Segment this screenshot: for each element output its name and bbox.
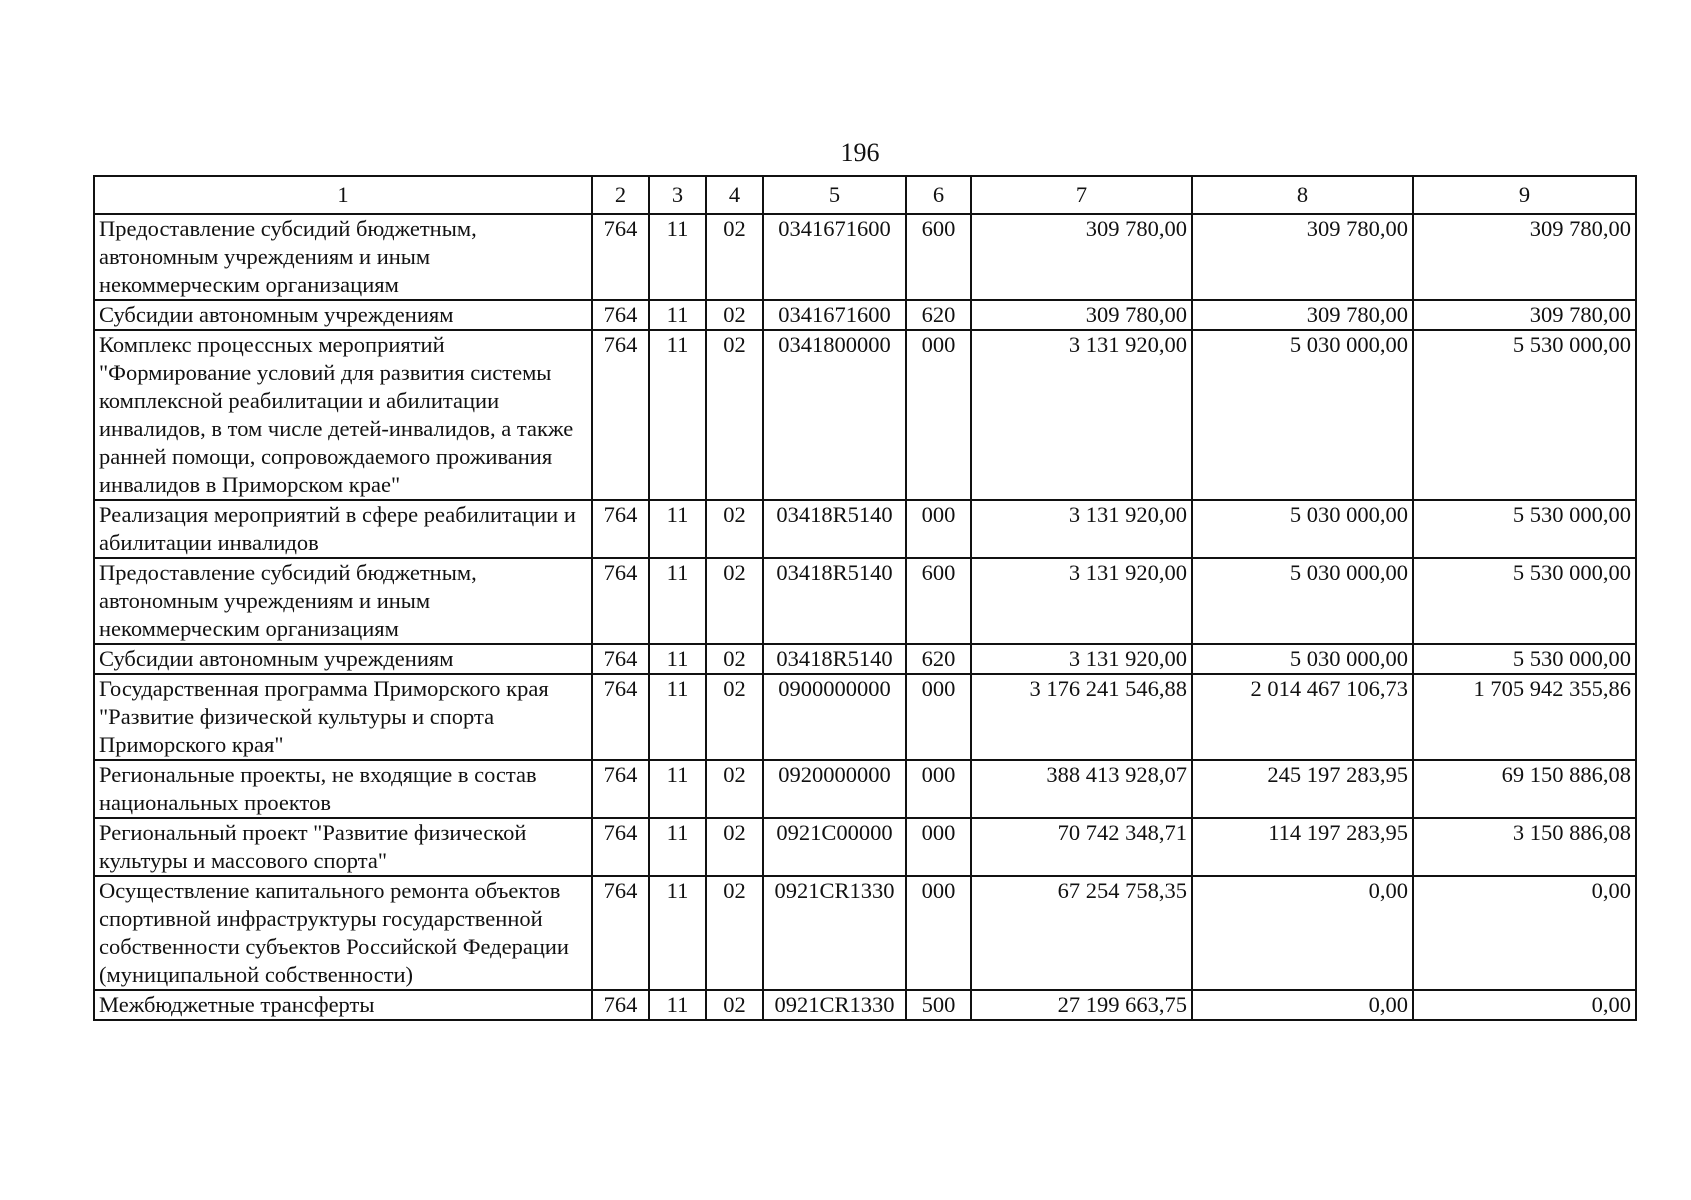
subsection-code-cell: 02 [706,558,763,644]
amount-cell: 3 131 920,00 [971,330,1192,500]
subsection-code-cell: 02 [706,876,763,990]
amount-cell: 3 131 920,00 [971,500,1192,558]
table-row [94,500,1636,558]
table-row [94,300,1636,330]
ministry-code-cell: 764 [592,558,649,644]
header-row [94,176,1636,214]
amount-cell: 3 131 920,00 [971,644,1192,674]
section-code-cell: 11 [649,674,706,760]
amount-cell: 309 780,00 [1413,300,1636,330]
target-article-cell: 0341800000 [763,330,906,500]
expense-type-cell: 000 [906,876,971,990]
amount-cell: 3 150 886,08 [1413,818,1636,876]
column-header: 1 [94,176,592,214]
expense-type-cell: 000 [906,760,971,818]
ministry-code-cell: 764 [592,876,649,990]
amount-cell: 3 131 920,00 [971,558,1192,644]
amount-cell: 67 254 758,35 [971,876,1192,990]
ministry-code-cell: 764 [592,330,649,500]
target-article-cell: 0921CR1330 [763,876,906,990]
amount-cell: 309 780,00 [1413,214,1636,300]
ministry-code-cell: 764 [592,644,649,674]
row-name-cell: Региональный проект "Развитие физической культуры и массового спорта" [94,818,592,876]
amount-cell: 5 530 000,00 [1413,558,1636,644]
column-header: 8 [1192,176,1413,214]
row-name-cell: Реализация мероприятий в сфере реабилитации и абилитации инвалидов [94,500,592,558]
subsection-code-cell: 02 [706,214,763,300]
amount-cell: 309 780,00 [1192,214,1413,300]
section-code-cell: 11 [649,876,706,990]
amount-cell: 1 705 942 355,86 [1413,674,1636,760]
amount-cell: 309 780,00 [1192,300,1413,330]
budget-table [93,175,1637,1021]
target-article-cell: 0341671600 [763,214,906,300]
row-name-cell: Предоставление субсидий бюджетным, автономным учреждениям и иным некоммерческим организациям [94,214,592,300]
column-header: 3 [649,176,706,214]
expense-type-cell: 600 [906,558,971,644]
subsection-code-cell: 02 [706,300,763,330]
target-article-cell: 0921CR1330 [763,990,906,1020]
target-article-cell: 0900000000 [763,674,906,760]
section-code-cell: 11 [649,558,706,644]
amount-cell: 0,00 [1413,876,1636,990]
subsection-code-cell: 02 [706,990,763,1020]
amount-cell: 70 742 348,71 [971,818,1192,876]
target-article-cell: 03418R5140 [763,644,906,674]
column-header: 6 [906,176,971,214]
amount-cell: 27 199 663,75 [971,990,1192,1020]
amount-cell: 5 030 000,00 [1192,644,1413,674]
ministry-code-cell: 764 [592,990,649,1020]
column-header: 5 [763,176,906,214]
table-row [94,818,1636,876]
amount-cell: 5 530 000,00 [1413,330,1636,500]
amount-cell: 5 030 000,00 [1192,330,1413,500]
table-row [94,558,1636,644]
row-name-cell: Межбюджетные трансферты [94,990,592,1020]
amount-cell: 0,00 [1192,990,1413,1020]
row-name-cell: Субсидии автономным учреждениям [94,644,592,674]
expense-type-cell: 000 [906,330,971,500]
column-header: 2 [592,176,649,214]
subsection-code-cell: 02 [706,818,763,876]
row-name-cell: Комплекс процессных мероприятий "Формирование условий для развития системы комплексной реабилитации и абилитации инвалидов, в том числе детей-инвалидов, а также ранней помощи, сопровождаемого проживания инвалидов в Приморском крае" [94,330,592,500]
row-name-cell: Субсидии автономным учреждениям [94,300,592,330]
table-row [94,876,1636,990]
row-name-cell: Предоставление субсидий бюджетным, автономным учреждениям и иным некоммерческим организациям [94,558,592,644]
subsection-code-cell: 02 [706,760,763,818]
ministry-code-cell: 764 [592,818,649,876]
amount-cell: 5 530 000,00 [1413,500,1636,558]
section-code-cell: 11 [649,644,706,674]
amount-cell: 69 150 886,08 [1413,760,1636,818]
section-code-cell: 11 [649,760,706,818]
section-code-cell: 11 [649,500,706,558]
target-article-cell: 0921C00000 [763,818,906,876]
section-code-cell: 11 [649,214,706,300]
expense-type-cell: 600 [906,214,971,300]
table-row [94,214,1636,300]
expense-type-cell: 620 [906,300,971,330]
amount-cell: 5 030 000,00 [1192,500,1413,558]
target-article-cell: 03418R5140 [763,500,906,558]
table-row [94,644,1636,674]
amount-cell: 0,00 [1413,990,1636,1020]
table-row [94,990,1636,1020]
ministry-code-cell: 764 [592,500,649,558]
amount-cell: 2 014 467 106,73 [1192,674,1413,760]
expense-type-cell: 000 [906,674,971,760]
ministry-code-cell: 764 [592,214,649,300]
column-header: 4 [706,176,763,214]
expense-type-cell: 000 [906,500,971,558]
column-header: 9 [1413,176,1636,214]
amount-cell: 309 780,00 [971,300,1192,330]
row-name-cell: Осуществление капитального ремонта объектов спортивной инфраструктуры государственной собственности субъектов Российской Федерации (муниципальной собственности) [94,876,592,990]
subsection-code-cell: 02 [706,330,763,500]
target-article-cell: 03418R5140 [763,558,906,644]
column-header: 7 [971,176,1192,214]
subsection-code-cell: 02 [706,644,763,674]
subsection-code-cell: 02 [706,500,763,558]
section-code-cell: 11 [649,818,706,876]
expense-type-cell: 500 [906,990,971,1020]
page-number: 196 [840,138,880,167]
section-code-cell: 11 [649,300,706,330]
row-name-cell: Государственная программа Приморского края "Развитие физической культуры и спорта Приморского края" [94,674,592,760]
amount-cell: 3 176 241 546,88 [971,674,1192,760]
table-row [94,674,1636,760]
amount-cell: 114 197 283,95 [1192,818,1413,876]
row-name-cell: Региональные проекты, не входящие в состав национальных проектов [94,760,592,818]
target-article-cell: 0341671600 [763,300,906,330]
section-code-cell: 11 [649,330,706,500]
table-row [94,760,1636,818]
amount-cell: 5 530 000,00 [1413,644,1636,674]
amount-cell: 0,00 [1192,876,1413,990]
expense-type-cell: 000 [906,818,971,876]
ministry-code-cell: 764 [592,674,649,760]
ministry-code-cell: 764 [592,760,649,818]
section-code-cell: 11 [649,990,706,1020]
expense-type-cell: 620 [906,644,971,674]
target-article-cell: 0920000000 [763,760,906,818]
amount-cell: 388 413 928,07 [971,760,1192,818]
ministry-code-cell: 764 [592,300,649,330]
amount-cell: 245 197 283,95 [1192,760,1413,818]
amount-cell: 5 030 000,00 [1192,558,1413,644]
amount-cell: 309 780,00 [971,214,1192,300]
subsection-code-cell: 02 [706,674,763,760]
table-row [94,330,1636,500]
